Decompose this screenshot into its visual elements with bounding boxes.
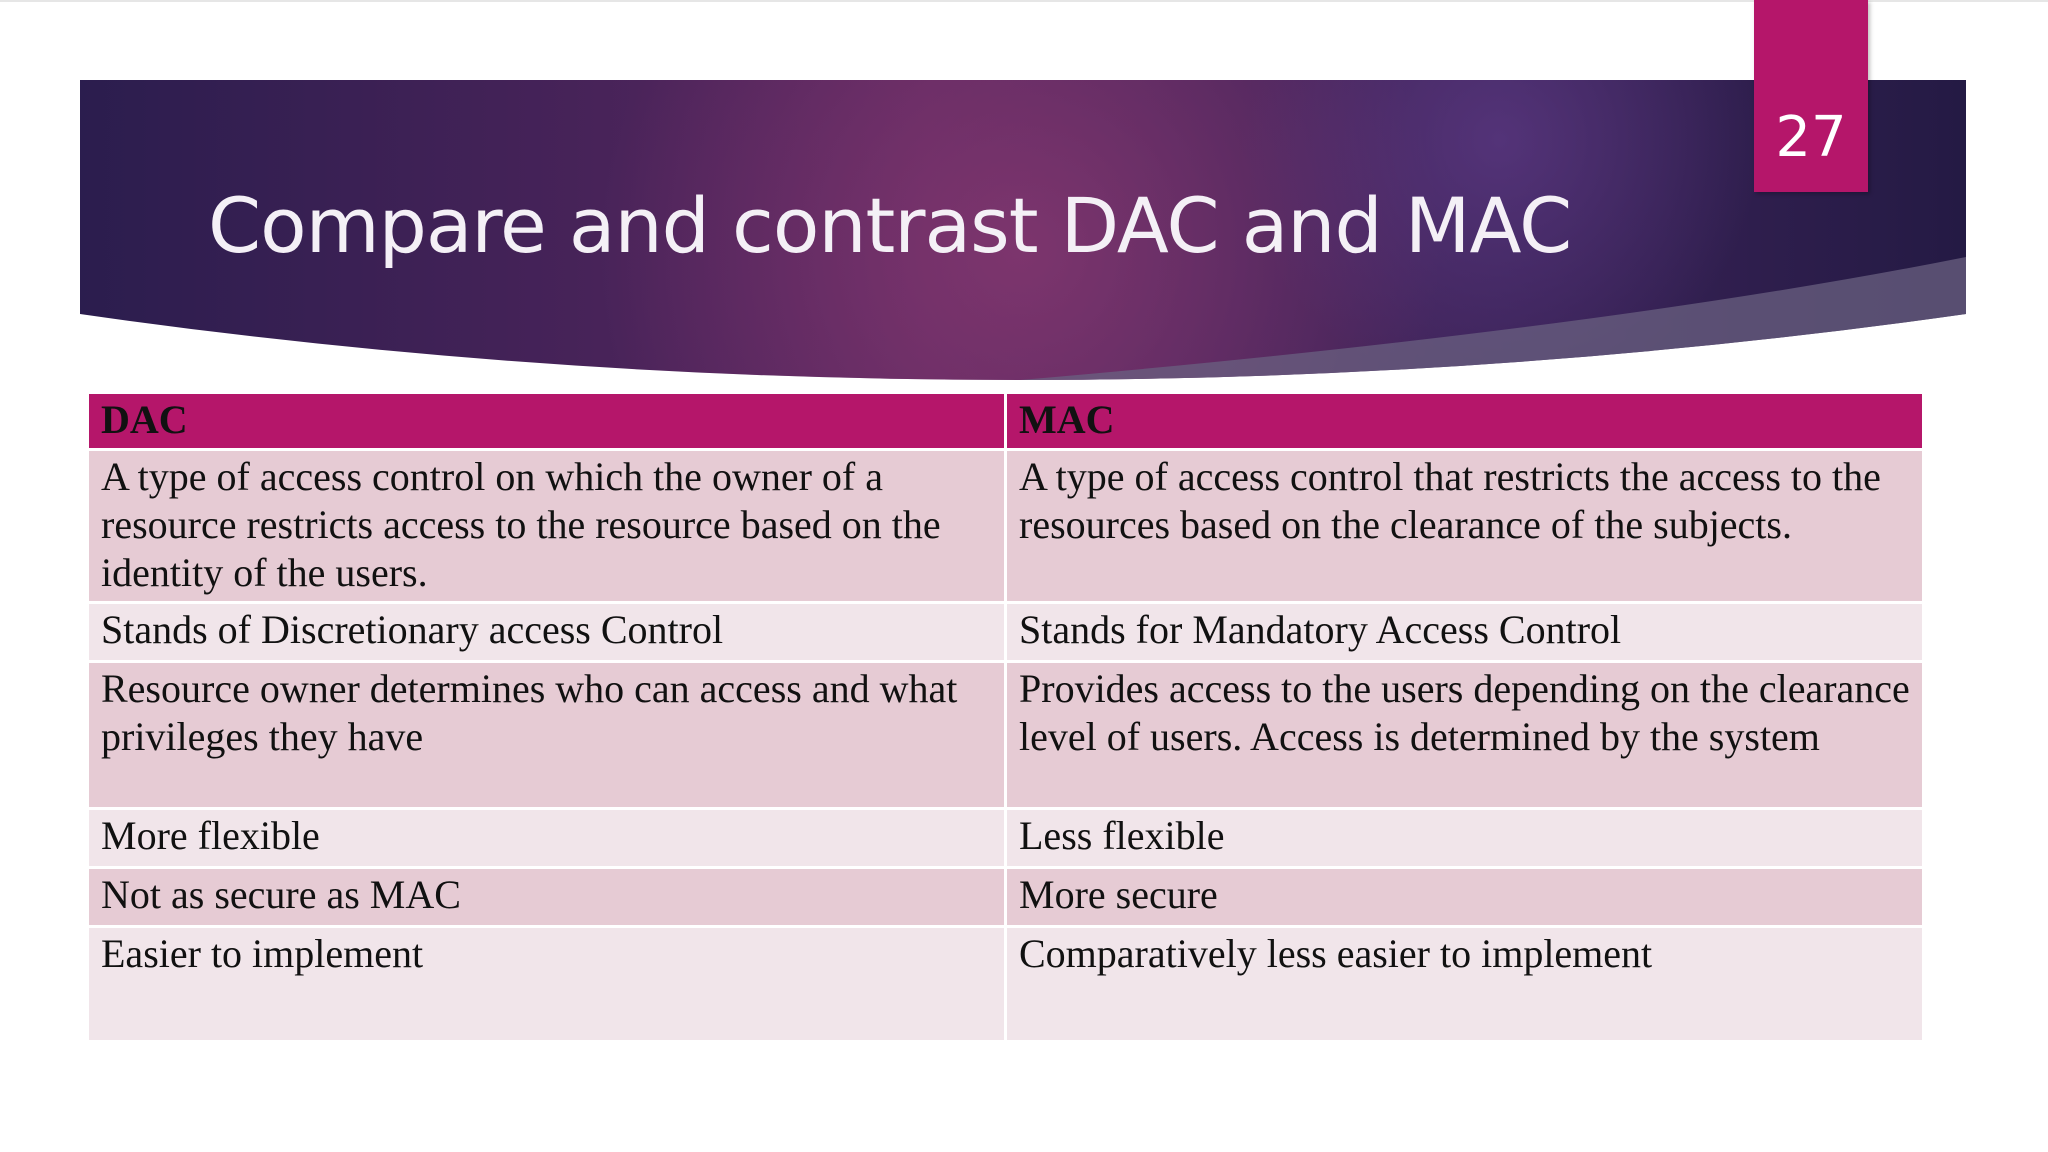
header-dac: DAC <box>88 393 1006 450</box>
table-row <box>88 662 1924 809</box>
mac-cell: Less flexible <box>1006 809 1924 868</box>
mac-cell: A type of access control that restricts the access to the resources based on the clearance of the subjects. <box>1006 450 1924 603</box>
mac-cell: Comparatively less easier to implement <box>1006 927 1924 1042</box>
comparison-table <box>86 391 1925 1043</box>
mac-cell: Stands for Mandatory Access Control <box>1006 603 1924 662</box>
table-row <box>88 927 1924 1042</box>
table-header-row <box>88 393 1924 450</box>
page-number: 27 <box>1775 105 1847 170</box>
mac-cell: More secure <box>1006 868 1924 927</box>
dac-cell: A type of access control on which the owner of a resource restricts access to the resource based on the identity of the users. <box>88 450 1006 603</box>
header-mac: MAC <box>1006 393 1924 450</box>
mac-cell: Provides access to the users depending on the clearance level of users. Access is determined by the system <box>1006 662 1924 809</box>
table-row <box>88 603 1924 662</box>
table-row <box>88 809 1924 868</box>
page-number-tab <box>1754 0 1868 192</box>
dac-cell: Not as secure as MAC <box>88 868 1006 927</box>
dac-cell: Stands of Discretionary access Control <box>88 603 1006 662</box>
slide-title: Compare and contrast DAC and MAC <box>208 181 1572 270</box>
dac-cell: Resource owner determines who can access and what privileges they have <box>88 662 1006 809</box>
dac-cell: Easier to implement <box>88 927 1006 1042</box>
table-row <box>88 868 1924 927</box>
dac-cell: More flexible <box>88 809 1006 868</box>
table-row <box>88 450 1924 603</box>
